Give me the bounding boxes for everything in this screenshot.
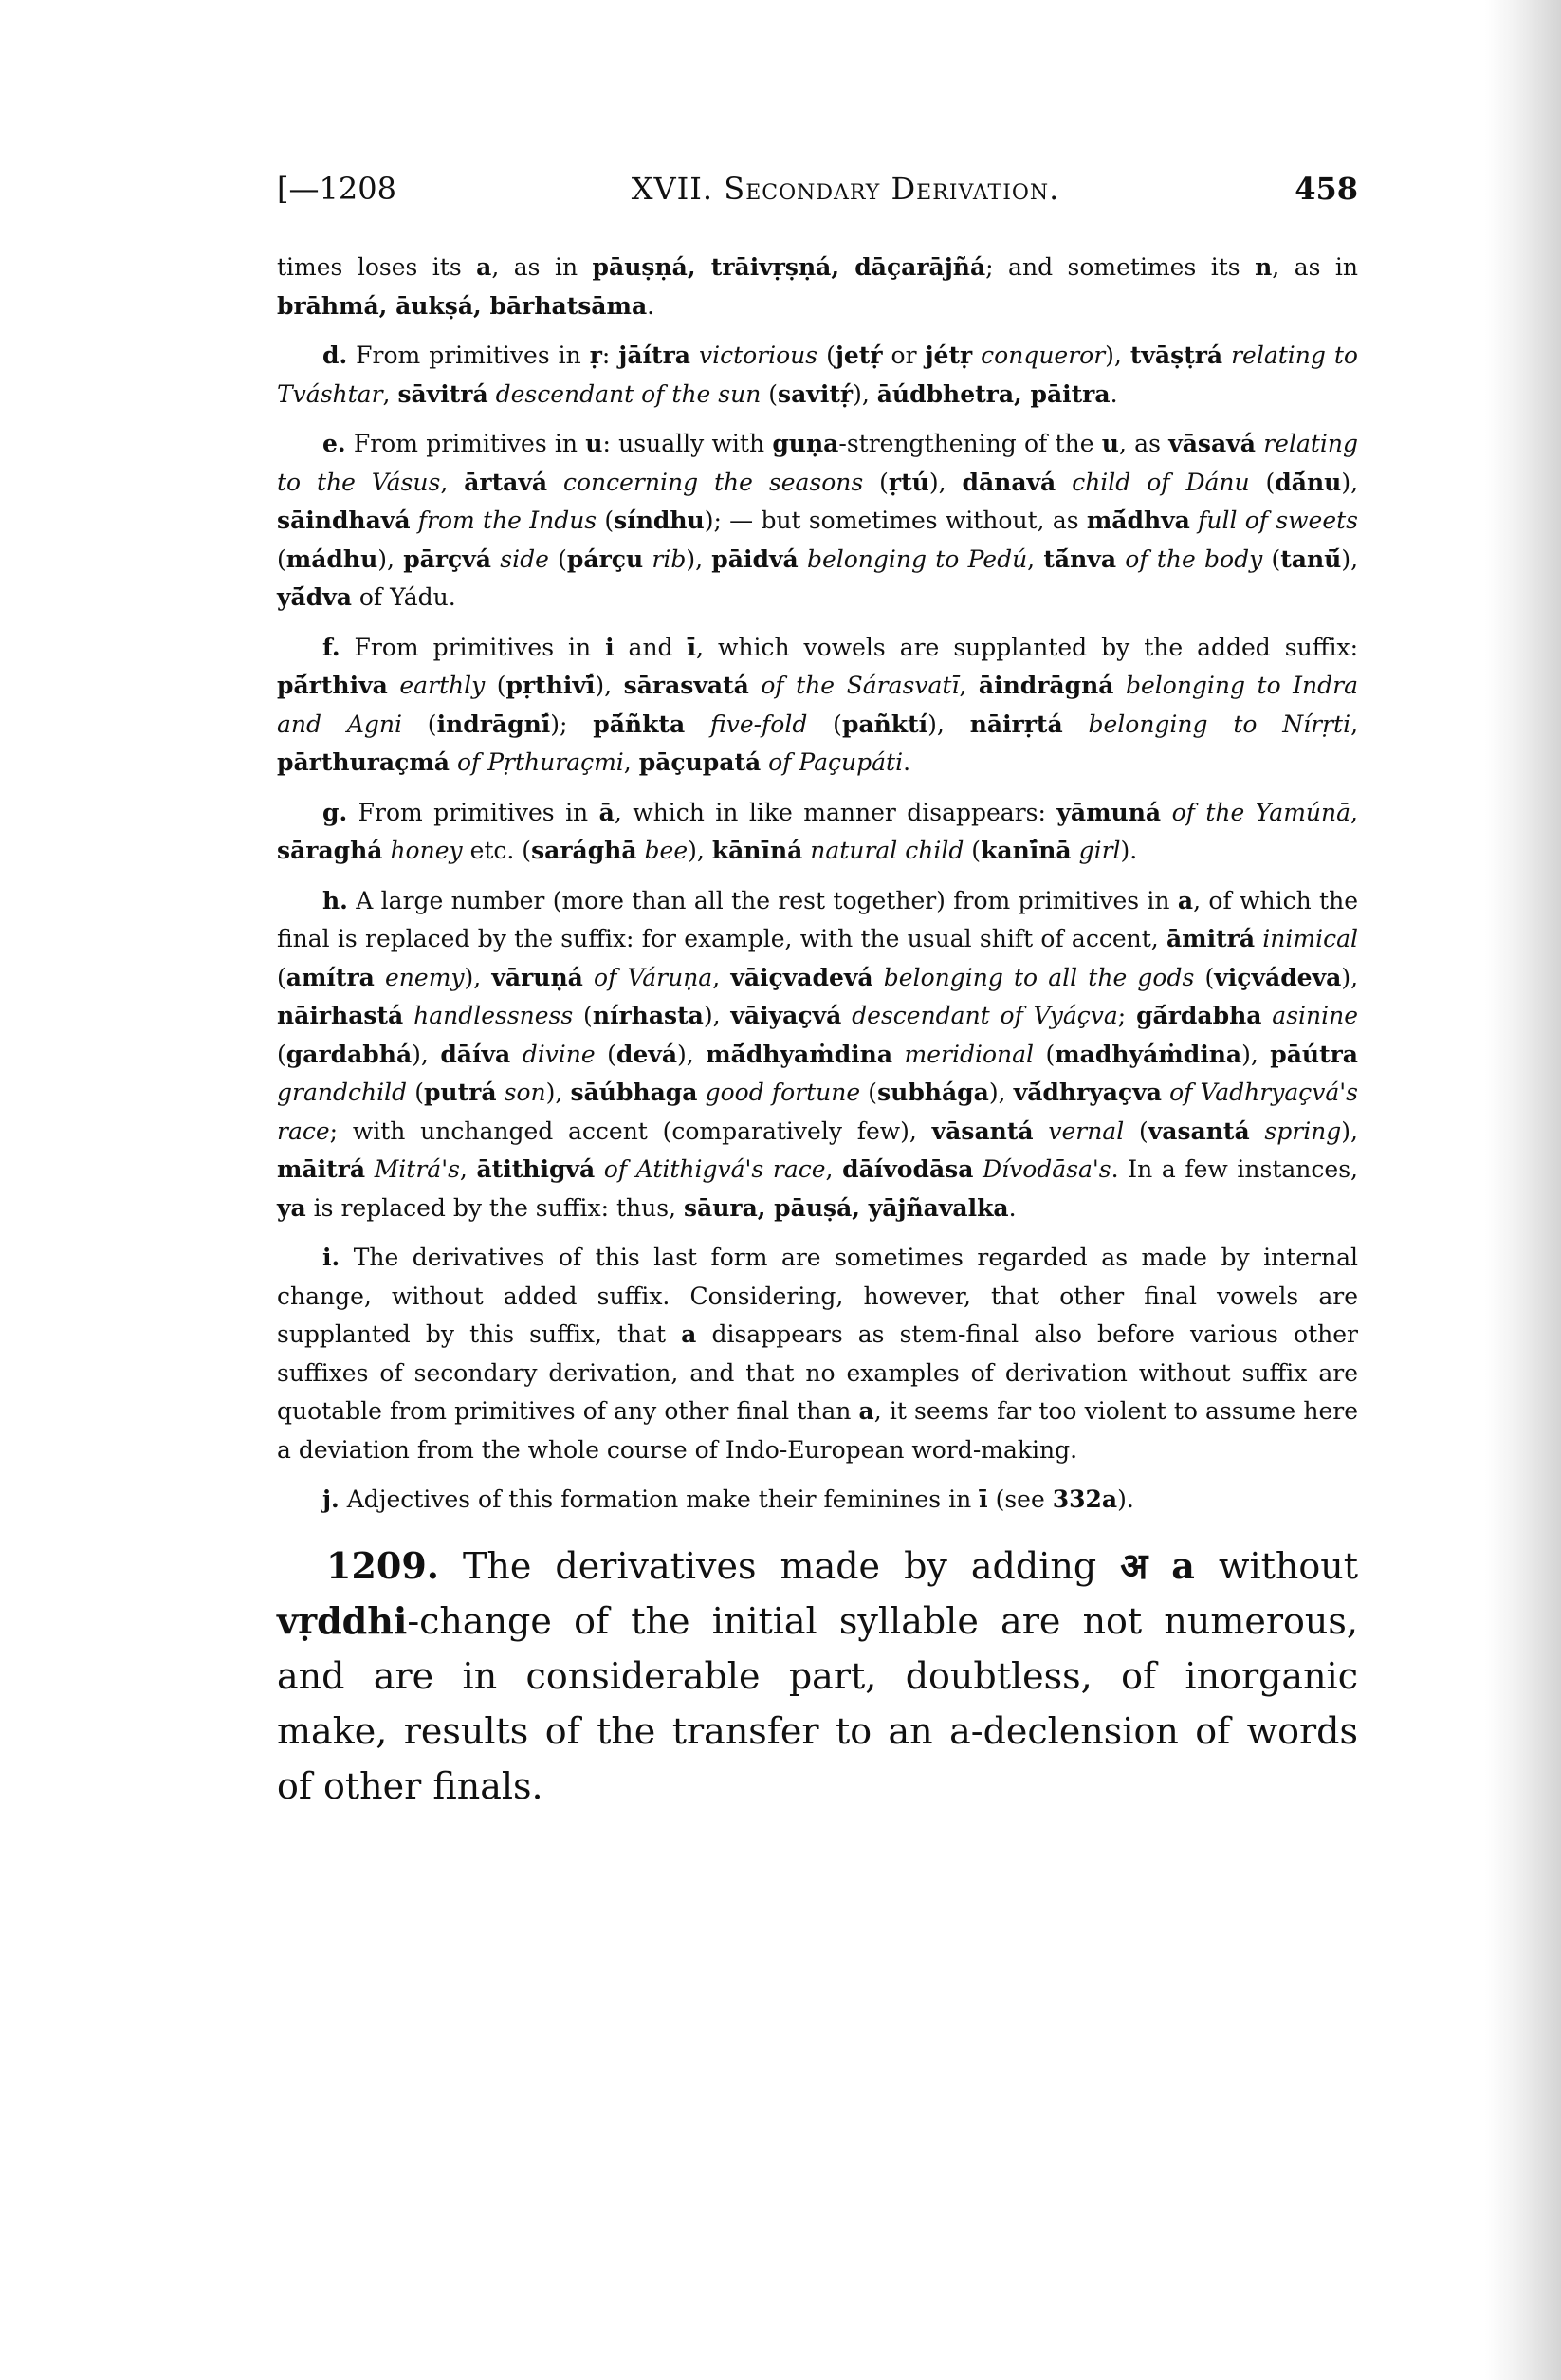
bold-term: mā́dhyaṁdina: [706, 1040, 893, 1068]
italic-gloss: inimical: [1262, 925, 1358, 952]
text-run: , which in like manner disappears:: [614, 798, 1057, 826]
text-run: [973, 1155, 983, 1183]
text-run: (: [595, 1040, 616, 1068]
bold-term: pārçvá: [403, 544, 492, 573]
paragraph-j: [277, 1481, 1358, 1520]
bold-term: u: [585, 430, 603, 457]
italic-gloss: relating to the Vásus: [277, 430, 1358, 496]
text-run: ),: [853, 379, 877, 408]
text-run: From primitives in: [347, 341, 590, 369]
text-run: (: [761, 379, 779, 408]
bold-term: d.: [322, 341, 348, 369]
page-edge-shadow: [1485, 0, 1561, 2380]
bold-term: tā́nva: [1043, 544, 1117, 573]
bold-term: ṛtú: [888, 468, 929, 496]
text-run: ),: [686, 544, 712, 573]
text-run: [450, 748, 457, 776]
italic-gloss: victorious: [698, 341, 818, 369]
italic-gloss: vernal: [1048, 1116, 1125, 1145]
bold-term: a: [681, 1320, 697, 1348]
text-run: [411, 507, 418, 534]
bold-term: i.: [322, 1244, 340, 1271]
text-run: [491, 545, 500, 573]
text-run: ),: [1105, 341, 1130, 369]
text-run: ),: [377, 544, 404, 573]
text-run: (: [1262, 544, 1281, 573]
bold-term: ṛ: [589, 341, 602, 369]
text-run: [1072, 837, 1079, 864]
page-number: 458: [1295, 171, 1358, 207]
italic-gloss: asinine: [1272, 1002, 1359, 1029]
text-run: ,: [382, 379, 398, 408]
paragraph-e: [277, 425, 1358, 618]
text-run: ).: [1117, 1485, 1134, 1513]
bold-term: f.: [322, 633, 340, 661]
text-run: [643, 545, 652, 573]
text-run: ),: [688, 837, 712, 864]
text-run: [488, 380, 496, 408]
text-run: [1256, 430, 1263, 457]
text-run: [1162, 1079, 1169, 1106]
bold-term: putrá: [423, 1079, 497, 1106]
bold-term: kanī́nā: [981, 837, 1072, 864]
bold-term: guṇa: [772, 430, 839, 457]
italic-gloss: belonging to Pedú: [806, 544, 1028, 573]
text-run: ),: [1341, 1116, 1358, 1145]
bold-term: nāirṛtá: [969, 710, 1063, 738]
text-run: , as: [1118, 430, 1169, 457]
bold-term: madhyáṁdina: [1055, 1040, 1242, 1068]
italic-gloss: divine: [522, 1040, 596, 1068]
text-run: , as in: [1272, 253, 1359, 281]
bold-term: h.: [322, 886, 348, 914]
text-run: (: [548, 544, 567, 573]
bold-term: 332a: [1052, 1485, 1118, 1513]
text-run: [1222, 341, 1231, 369]
text-run: (: [277, 1040, 286, 1068]
text-run: ).: [1120, 837, 1138, 864]
text-run: .: [1110, 379, 1118, 408]
paragraph-d: [277, 337, 1358, 414]
bold-term: dāíva: [440, 1040, 511, 1068]
text-run: [1261, 1002, 1272, 1029]
text-run: etc. (: [462, 837, 532, 864]
text-run: (: [1249, 468, 1276, 496]
text-run: [388, 672, 400, 699]
italic-gloss: of Atithigvá's race: [603, 1155, 826, 1183]
bold-term: viçvádeva: [1214, 963, 1342, 991]
text-run: , as in: [491, 253, 593, 281]
text-run: .: [1008, 1193, 1017, 1222]
bold-term: vasantá: [1148, 1116, 1250, 1145]
bold-term: vā́dhryaçva: [1013, 1079, 1162, 1106]
text-run: (: [277, 544, 286, 573]
text-run: From primitives in: [347, 798, 599, 826]
italic-gloss: rib: [652, 544, 687, 573]
text-run: (: [573, 1002, 593, 1029]
bold-term: nāirhastá: [277, 1002, 404, 1029]
text-run: disappears as stem-final also before various other suffixes of secondary derivation, and that no examples of derivation without suffix are quotable from primitives of any other final than: [277, 1320, 1358, 1425]
text-run: (: [277, 963, 286, 991]
paragraph-continuation: [277, 249, 1358, 325]
text-run: [1190, 507, 1198, 534]
bold-term: ātithigvá: [476, 1155, 596, 1183]
text-run: without: [1194, 1544, 1358, 1587]
bold-term: yāmuná: [1056, 798, 1162, 826]
italic-gloss: meridional: [904, 1040, 1035, 1068]
italic-gloss: earthly: [399, 672, 486, 699]
paragraph-h: [277, 882, 1358, 1228]
italic-gloss: of Paçupáti: [768, 748, 904, 776]
text-run: [1063, 710, 1089, 738]
bold-term: pāidvá: [711, 544, 799, 573]
text-run: (: [863, 468, 889, 496]
text-run: ,: [825, 1155, 843, 1183]
text-run: .: [647, 291, 655, 320]
italic-gloss: of Vadhryaçvá's race: [277, 1079, 1358, 1145]
italic-gloss: son: [504, 1079, 546, 1106]
italic-gloss: five-fold: [710, 710, 808, 738]
italic-gloss: honey: [390, 837, 463, 864]
text-run: ),: [595, 672, 624, 699]
text-run: [697, 1079, 705, 1106]
italic-gloss: enemy: [385, 963, 465, 991]
text-run: ),: [677, 1040, 707, 1068]
text-run: [685, 710, 710, 738]
italic-gloss: belonging to all the gods: [883, 963, 1195, 991]
text-run: [497, 1079, 505, 1106]
italic-gloss: Mitrá's: [374, 1155, 460, 1183]
bold-term: i: [605, 633, 615, 661]
text-run: ),: [1341, 544, 1359, 573]
bold-term: tanū́: [1280, 544, 1342, 573]
text-run: is replaced by the suffix: thus,: [305, 1193, 684, 1222]
italic-gloss: good fortune: [705, 1079, 861, 1106]
bold-term: pā́rthiva: [277, 672, 388, 699]
book-page: [277, 171, 1358, 1825]
text-run: From primitives in: [345, 430, 586, 457]
text-run: [761, 748, 768, 776]
italic-gloss: of the Sárasvatī: [761, 672, 960, 699]
running-header: [277, 171, 1358, 207]
text-run: ),: [412, 1040, 441, 1068]
italic-gloss: from the Indus: [417, 507, 597, 534]
text-run: ,: [459, 1155, 477, 1183]
text-run: [892, 1041, 904, 1068]
bold-term: u: [1101, 430, 1119, 457]
bold-term: amítra: [285, 963, 375, 991]
text-run: (: [1034, 1040, 1056, 1068]
text-run: [1113, 672, 1126, 699]
text-run: From primitives in: [340, 633, 606, 661]
bold-term: gā́rdabha: [1136, 1002, 1262, 1029]
text-run: ),: [928, 468, 963, 496]
bold-term: āúdbhetra, pāitra: [876, 379, 1111, 408]
bold-term: dā́nu: [1275, 468, 1342, 496]
text-run: of Yádu.: [351, 583, 456, 611]
italic-gloss: grandchild: [277, 1079, 408, 1106]
bold-term: kānīná: [711, 837, 803, 864]
paragraph-g: [277, 794, 1358, 871]
text-run: :: [601, 341, 619, 369]
bold-term: a: [1177, 886, 1194, 914]
text-run: ); — but sometimes without, as: [704, 507, 1087, 534]
bold-term: sāvitrá: [397, 379, 488, 408]
devanagari-glyph: अ: [1120, 1543, 1148, 1587]
bold-term: pāuṣṇá, trāivṛṣṇá, dāçarājñá: [592, 253, 986, 281]
text-run: [841, 1002, 852, 1029]
text-run: [1161, 799, 1171, 826]
text-run: or: [882, 341, 926, 369]
chapter-title: XVII. Secondary Derivation.: [631, 171, 1060, 207]
text-run: ,: [712, 963, 731, 991]
text-run: -strengthening of the: [838, 430, 1102, 457]
text-run: Adjectives of this formation make their feminines in: [339, 1485, 980, 1513]
body-text: [277, 249, 1358, 1814]
text-run: -change of the initial syllable are not numerous, and are in considerable part, doubtless, of inorganic make, results of the transfer to an a-declension of words of other finals.: [277, 1599, 1358, 1807]
italic-gloss: girl: [1078, 837, 1121, 864]
italic-gloss: handlessness: [413, 1002, 574, 1029]
text-run: [1148, 1545, 1171, 1587]
bold-term: ā: [598, 798, 615, 826]
bold-term: nírhasta: [592, 1002, 704, 1029]
bold-term: pāútra: [1270, 1040, 1359, 1068]
bold-term: māitrá: [277, 1155, 366, 1183]
text-run: ,: [1027, 544, 1044, 573]
text-run: (: [401, 710, 437, 738]
bold-term: yā́dva: [277, 583, 352, 611]
text-run: [1250, 1117, 1265, 1145]
italic-gloss: descendant of Vyáçva: [852, 1002, 1118, 1029]
bold-term: sāura, pāuṣá, yājñavalka: [683, 1193, 1009, 1222]
bold-term: vāsantá: [931, 1116, 1034, 1145]
text-run: [547, 469, 563, 496]
text-run: A large number (more than all the rest together) from primitives in: [347, 886, 1178, 914]
bold-term: savitṛ́: [778, 379, 854, 408]
paragraph-f: [277, 629, 1358, 783]
bold-term: āindrāgná: [978, 672, 1114, 699]
bold-term: pāçupatá: [638, 748, 762, 776]
text-run: [749, 672, 762, 699]
text-run: [1056, 469, 1072, 496]
text-run: (: [860, 1079, 878, 1106]
text-run: ; and sometimes its: [985, 253, 1256, 281]
italic-gloss: natural child: [810, 837, 964, 864]
italic-gloss: belonging to Nírṛti: [1088, 710, 1351, 738]
text-run: );: [550, 710, 594, 738]
text-run: ;: [1117, 1002, 1137, 1029]
bold-term: brāhmá, āukṣá, bārhatsāma: [277, 291, 648, 320]
text-run: ),: [988, 1079, 1014, 1106]
text-run: times loses its: [277, 253, 477, 281]
bold-term: jāítra: [618, 341, 690, 369]
text-run: The derivatives made by adding: [439, 1544, 1121, 1587]
text-run: (: [407, 1079, 424, 1106]
text-run: ),: [545, 1079, 571, 1106]
bold-term: gardabhá: [285, 1040, 413, 1068]
italic-gloss: bee: [644, 837, 689, 864]
text-run: , it seems far too violent to assume here a deviation from the whole course of Indo-European word-making.: [277, 1397, 1358, 1464]
italic-gloss: conqueror: [981, 341, 1106, 369]
text-run: (: [1194, 963, 1215, 991]
text-run: .: [903, 748, 911, 776]
text-run: [403, 1002, 413, 1029]
bold-term: sarághā: [531, 837, 637, 864]
text-run: , of which the final is replaced by the suffix: for example, with the usual shift of accent,: [277, 886, 1358, 952]
bold-term: n: [1255, 253, 1273, 281]
text-run: ,: [440, 468, 465, 496]
text-run: The derivatives of this last form are sometimes regarded as made by internal change, without added suffix. Considering, however, that other final vowels are supplanted by this suffix, that: [277, 1244, 1358, 1348]
text-run: [972, 341, 981, 369]
italic-gloss: full of sweets: [1198, 507, 1358, 534]
bold-term: a: [476, 253, 492, 281]
text-run: [1034, 1117, 1049, 1145]
bold-term: mádhu: [285, 544, 378, 573]
text-run: ),: [703, 1002, 731, 1029]
bold-term: sāúbhaga: [570, 1079, 698, 1106]
bold-term: pṛthivī́: [505, 672, 596, 699]
text-run: ,: [623, 748, 639, 776]
bold-term: 1209.: [326, 1543, 439, 1587]
bold-term: ārtavá: [464, 468, 548, 496]
bold-term: vāiyaçvá: [730, 1002, 842, 1029]
text-run: ,: [1350, 798, 1358, 826]
italic-gloss: of the Yamúnā: [1171, 798, 1351, 826]
section-ref: [—1208: [277, 171, 396, 207]
text-run: : usually with: [602, 430, 773, 457]
bold-term: j.: [322, 1485, 340, 1513]
bold-term: síndhu: [614, 507, 705, 534]
bold-term: g.: [322, 798, 348, 826]
bold-term: vāruṇá: [491, 963, 583, 991]
bold-term: dānavá: [962, 468, 1056, 496]
bold-term: āmitrá: [1166, 925, 1256, 952]
bold-term: devá: [615, 1040, 678, 1068]
text-run: , which vowels are supplanted by the added suffix:: [696, 633, 1358, 661]
italic-gloss: relating to Tváshtar: [277, 341, 1358, 408]
text-run: ,: [1350, 710, 1359, 738]
text-run: ),: [1341, 468, 1359, 496]
text-run: ,: [959, 672, 979, 699]
bold-term: vṛddhi: [277, 1598, 408, 1642]
italic-gloss: child of Dánu: [1072, 468, 1250, 496]
bold-term: e.: [322, 430, 346, 457]
paragraph-i: [277, 1239, 1358, 1469]
bold-term: sārasvatá: [623, 672, 749, 699]
text-run: and: [614, 633, 688, 661]
text-run: (: [1124, 1116, 1148, 1145]
text-run: [583, 964, 594, 991]
italic-gloss: concerning the seasons: [562, 468, 864, 496]
italic-gloss: spring: [1264, 1116, 1342, 1145]
text-run: [365, 1155, 375, 1183]
bold-term: mā́dhva: [1086, 507, 1190, 534]
bold-term: ī: [979, 1485, 988, 1513]
italic-gloss: belonging to Indra and Agni: [277, 672, 1358, 738]
text-run: ),: [464, 963, 492, 991]
bold-term: dāívodāsa: [842, 1155, 974, 1183]
text-run: . In a few instances,: [1111, 1155, 1358, 1183]
bold-term: subhága: [877, 1079, 989, 1106]
italic-gloss: descendant of the sun: [495, 379, 762, 408]
bold-term: sāraghá: [277, 837, 383, 864]
bold-term: sāindhavá: [277, 507, 411, 534]
text-run: [1116, 545, 1125, 573]
text-run: [375, 964, 385, 991]
text-run: ),: [1241, 1040, 1271, 1068]
text-run: [799, 545, 807, 573]
bold-term: a: [1171, 1543, 1195, 1587]
bold-term: jétṛ: [925, 341, 973, 369]
bold-term: párçu: [566, 544, 644, 573]
text-run: (: [817, 341, 836, 369]
text-run: (: [485, 672, 506, 699]
section-1209: [277, 1539, 1358, 1814]
bold-term: a: [858, 1397, 874, 1425]
bold-term: tvāṣṭrá: [1129, 341, 1223, 369]
text-run: [637, 837, 645, 864]
bold-term: ya: [277, 1193, 306, 1222]
italic-gloss: of the body: [1125, 544, 1263, 573]
bold-term: jetṛ́: [835, 341, 883, 369]
italic-gloss: of Váruṇa: [594, 963, 713, 991]
italic-gloss: side: [500, 544, 549, 573]
bold-term: pañktí: [841, 710, 928, 738]
bold-term: pā́ñkta: [593, 710, 686, 738]
text-run: ),: [1341, 963, 1359, 991]
text-run: ; with unchanged accent (comparatively few),: [329, 1116, 932, 1145]
text-run: (: [807, 710, 842, 738]
bold-term: indrāgnī́: [436, 710, 551, 738]
bold-term: pārthuraçmá: [277, 748, 450, 776]
bold-term: vāsavá: [1168, 430, 1256, 457]
italic-gloss: of Pṛthuraçmi: [456, 748, 624, 776]
text-run: (: [597, 507, 615, 534]
text-run: ),: [927, 710, 970, 738]
text-run: [690, 341, 699, 369]
text-run: [595, 1155, 604, 1183]
text-run: (see: [987, 1485, 1053, 1513]
italic-gloss: Dívodāsa's: [983, 1155, 1111, 1183]
bold-term: vāiçvadevá: [730, 963, 873, 991]
text-run: [510, 1041, 522, 1068]
text-run: [873, 964, 884, 991]
text-run: (: [964, 837, 982, 864]
bold-term: ī: [687, 633, 697, 661]
